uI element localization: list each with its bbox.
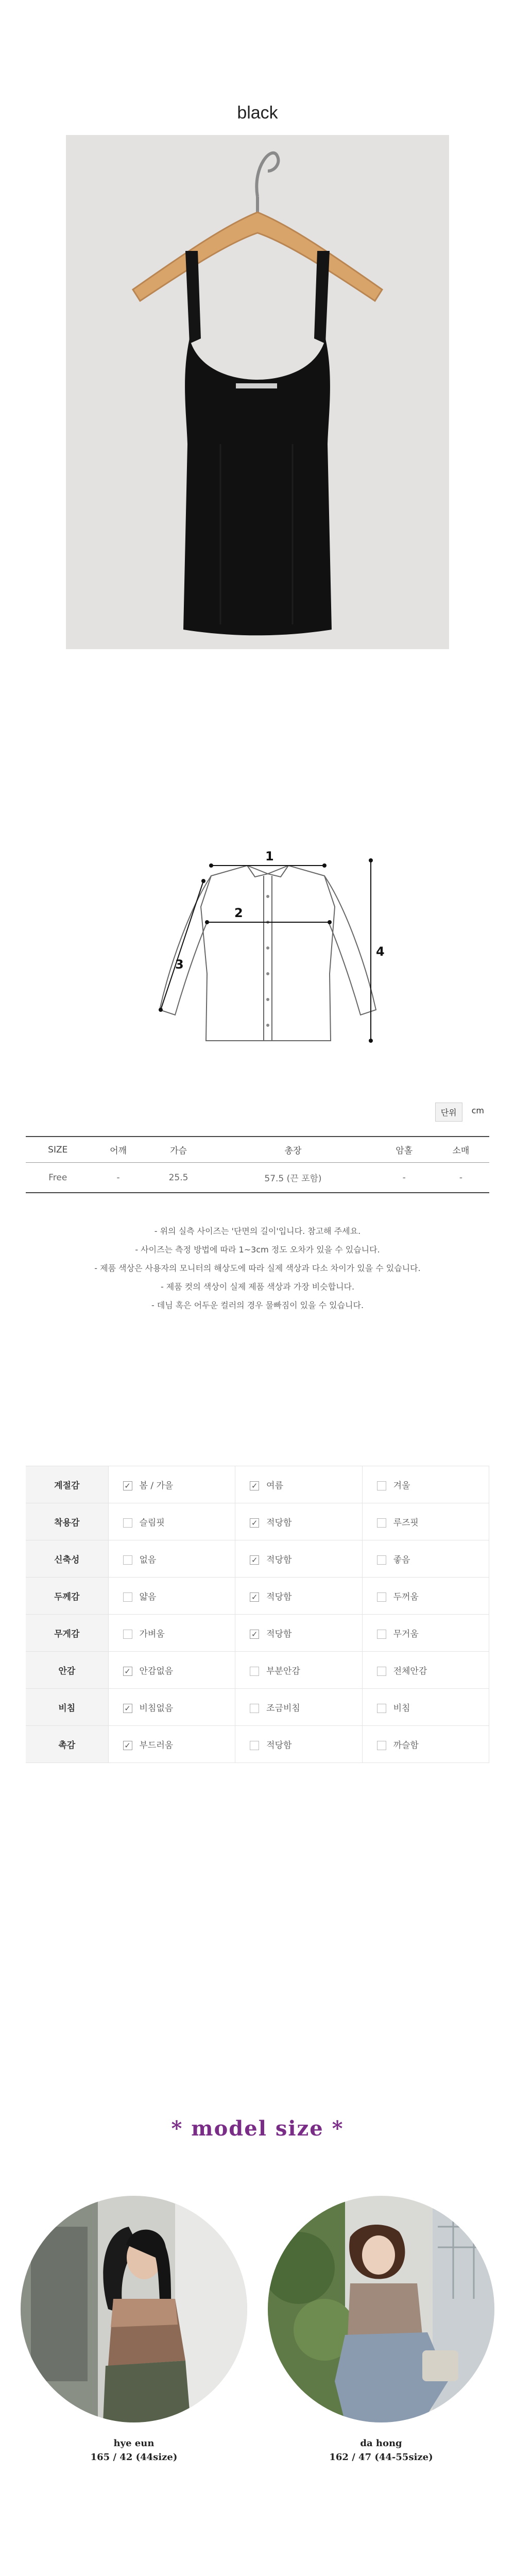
checkbox-checked-icon: ✓ <box>123 1704 132 1713</box>
checkbox-empty-icon <box>377 1592 386 1602</box>
checkbox-empty-icon <box>377 1667 386 1676</box>
unit-cm[interactable]: cm <box>471 1106 484 1115</box>
checkbox-empty-icon <box>250 1704 259 1713</box>
table-row <box>26 1578 489 1615</box>
checkbox-checked-icon: ✓ <box>250 1630 259 1639</box>
fit-option-label: 부분안감 <box>266 1666 300 1676</box>
fit-option-label: 겨울 <box>393 1481 410 1491</box>
checkbox-empty-icon <box>123 1630 132 1639</box>
fit-option-label: 적당함 <box>266 1629 292 1639</box>
table-row <box>26 1726 489 1763</box>
fit-option-label: 가벼움 <box>139 1629 165 1639</box>
fit-option <box>235 1726 362 1763</box>
fit-option <box>235 1578 362 1615</box>
size-header-size: SIZE <box>26 1137 90 1163</box>
fit-option <box>362 1578 489 1615</box>
table-row <box>26 1163 489 1193</box>
fit-option <box>235 1652 362 1689</box>
fit-option-label: 얇음 <box>139 1592 157 1602</box>
fit-option-label: 비침 <box>393 1703 410 1714</box>
size-header-armhole: 암홀 <box>376 1137 433 1163</box>
model-image-hye-eun <box>21 2196 247 2422</box>
table-row <box>26 1689 489 1726</box>
model-size-title: * model size * <box>171 2116 344 2141</box>
size-cell: Free <box>26 1163 90 1193</box>
model-stats-2: 162 / 47 (44-55size) <box>329 2452 433 2463</box>
size-table-header <box>26 1137 489 1163</box>
measure-label-4: 4 <box>376 944 385 959</box>
fit-option <box>108 1726 235 1763</box>
size-table <box>26 1136 489 1193</box>
fit-option <box>108 1652 235 1689</box>
model-photo-1 <box>21 2196 247 2422</box>
model-card-1 <box>21 2196 247 2463</box>
checkbox-empty-icon <box>123 1555 132 1565</box>
fit-option <box>235 1615 362 1652</box>
fit-option <box>108 1689 235 1726</box>
fit-option-label: 두꺼움 <box>393 1592 419 1602</box>
checkbox-checked-icon: ✓ <box>250 1481 259 1490</box>
unit-toggle <box>435 1103 489 1122</box>
fit-option-label: 적당함 <box>266 1592 292 1602</box>
model-photo-2 <box>268 2196 494 2422</box>
fit-option-label: 슬림핏 <box>139 1518 165 1528</box>
checkbox-empty-icon <box>123 1592 132 1602</box>
checkbox-checked-icon: ✓ <box>123 1741 132 1750</box>
checkbox-checked-icon: ✓ <box>250 1555 259 1565</box>
size-header-length: 총장 <box>210 1137 375 1163</box>
unit-label[interactable]: 단위 <box>435 1103 462 1122</box>
note-line: - 데님 혹은 어두운 컬러의 경우 물빠짐이 있을 수 있습니다. <box>151 1300 364 1310</box>
fit-option <box>108 1503 235 1540</box>
fit-option-label: 적당함 <box>266 1555 292 1565</box>
note-line: - 제품 색상은 사용자의 모니터의 해상도에 따라 실제 색상과 다소 차이가 있을 수 있습니다. <box>94 1263 421 1273</box>
fit-attribute-label: 신축성 <box>26 1540 108 1578</box>
checkbox-empty-icon <box>377 1518 386 1528</box>
fit-option-label: 까슬함 <box>393 1740 419 1751</box>
fit-option-label: 적당함 <box>266 1740 292 1751</box>
model-card-2 <box>268 2196 494 2463</box>
fit-option-label: 비침없음 <box>139 1703 174 1714</box>
measurement-diagram <box>149 845 386 1051</box>
fit-option <box>362 1652 489 1689</box>
fit-option <box>362 1615 489 1652</box>
fit-option <box>362 1540 489 1578</box>
table-row <box>26 1540 489 1578</box>
fit-option-label: 없음 <box>139 1555 157 1565</box>
checkbox-empty-icon <box>377 1555 386 1565</box>
checkbox-empty-icon <box>250 1667 259 1676</box>
armhole-cell: - <box>376 1163 433 1193</box>
fit-option-label: 여름 <box>266 1481 283 1491</box>
table-row <box>26 1466 489 1503</box>
checkbox-empty-icon <box>123 1518 132 1528</box>
measure-label-3: 3 <box>175 957 184 972</box>
fit-option <box>362 1466 489 1503</box>
checkbox-empty-icon <box>377 1630 386 1639</box>
checkbox-checked-icon: ✓ <box>250 1518 259 1528</box>
fit-option <box>108 1540 235 1578</box>
measure-label-1: 1 <box>265 849 274 863</box>
fit-option <box>235 1503 362 1540</box>
checkbox-checked-icon: ✓ <box>123 1667 132 1676</box>
fit-option <box>108 1615 235 1652</box>
size-header-shoulder: 어깨 <box>90 1137 147 1163</box>
fit-option-label: 무거움 <box>393 1629 419 1639</box>
fit-option-label: 봄 / 가을 <box>139 1481 174 1491</box>
fit-attribute-label: 착용감 <box>26 1503 108 1540</box>
note-line: - 위의 실측 사이즈는 '단면의 길이'입니다. 참고해 주세요. <box>154 1226 361 1236</box>
checkbox-empty-icon <box>377 1741 386 1750</box>
fit-option <box>235 1466 362 1503</box>
shoulder-cell: - <box>90 1163 147 1193</box>
size-header-sleeve: 소매 <box>433 1137 489 1163</box>
fit-option <box>235 1689 362 1726</box>
fit-attribute-label: 계절감 <box>26 1466 108 1503</box>
checkbox-empty-icon <box>250 1741 259 1750</box>
checkbox-checked-icon: ✓ <box>250 1592 259 1602</box>
fit-option-label: 안감없음 <box>139 1666 174 1676</box>
fit-option-label: 적당함 <box>266 1518 292 1528</box>
fit-option-label: 루즈핏 <box>393 1518 419 1528</box>
fit-option-label: 부드러움 <box>139 1740 174 1751</box>
fit-option <box>108 1578 235 1615</box>
fit-table <box>26 1466 489 1763</box>
table-row <box>26 1615 489 1652</box>
fit-attribute-label: 무게감 <box>26 1615 108 1652</box>
fit-option <box>362 1726 489 1763</box>
length-cell: 57.5 (끈 포함) <box>210 1163 375 1193</box>
shirt-outline-illustration <box>149 845 386 1051</box>
checkbox-empty-icon <box>377 1704 386 1713</box>
model-name-1: hye eun <box>113 2438 154 2449</box>
measure-label-2: 2 <box>234 906 243 920</box>
table-row <box>26 1503 489 1540</box>
fit-attribute-label: 촉감 <box>26 1726 108 1763</box>
product-photo <box>66 135 449 649</box>
fit-option-label: 좋음 <box>393 1555 410 1565</box>
sleeve-cell: - <box>433 1163 489 1193</box>
fit-attribute-label: 비침 <box>26 1689 108 1726</box>
fit-option-label: 전체안감 <box>393 1666 427 1676</box>
color-name: black <box>237 103 278 123</box>
tank-top-on-hanger-image <box>66 135 449 649</box>
note-line: - 사이즈는 측정 방법에 따라 1~3cm 정도 오차가 있을 수 있습니다. <box>135 1245 380 1255</box>
fit-option <box>108 1466 235 1503</box>
checkbox-empty-icon <box>377 1481 386 1490</box>
fit-option <box>235 1540 362 1578</box>
fit-attribute-label: 안감 <box>26 1652 108 1689</box>
size-notes <box>0 1222 515 1315</box>
fit-option-label: 조금비침 <box>266 1703 300 1714</box>
model-stats-1: 165 / 42 (44size) <box>90 2452 178 2463</box>
fit-option <box>362 1689 489 1726</box>
table-row <box>26 1652 489 1689</box>
model-image-da-hong <box>268 2196 494 2422</box>
note-line: - 제품 컷의 색상이 실제 제품 색상과 가장 비슷합니다. <box>160 1282 355 1292</box>
fit-option <box>362 1503 489 1540</box>
size-header-chest: 가슴 <box>147 1137 211 1163</box>
checkbox-checked-icon: ✓ <box>123 1481 132 1490</box>
fit-attribute-label: 두께감 <box>26 1578 108 1615</box>
chest-cell: 25.5 <box>147 1163 211 1193</box>
model-name-2: da hong <box>360 2438 402 2449</box>
